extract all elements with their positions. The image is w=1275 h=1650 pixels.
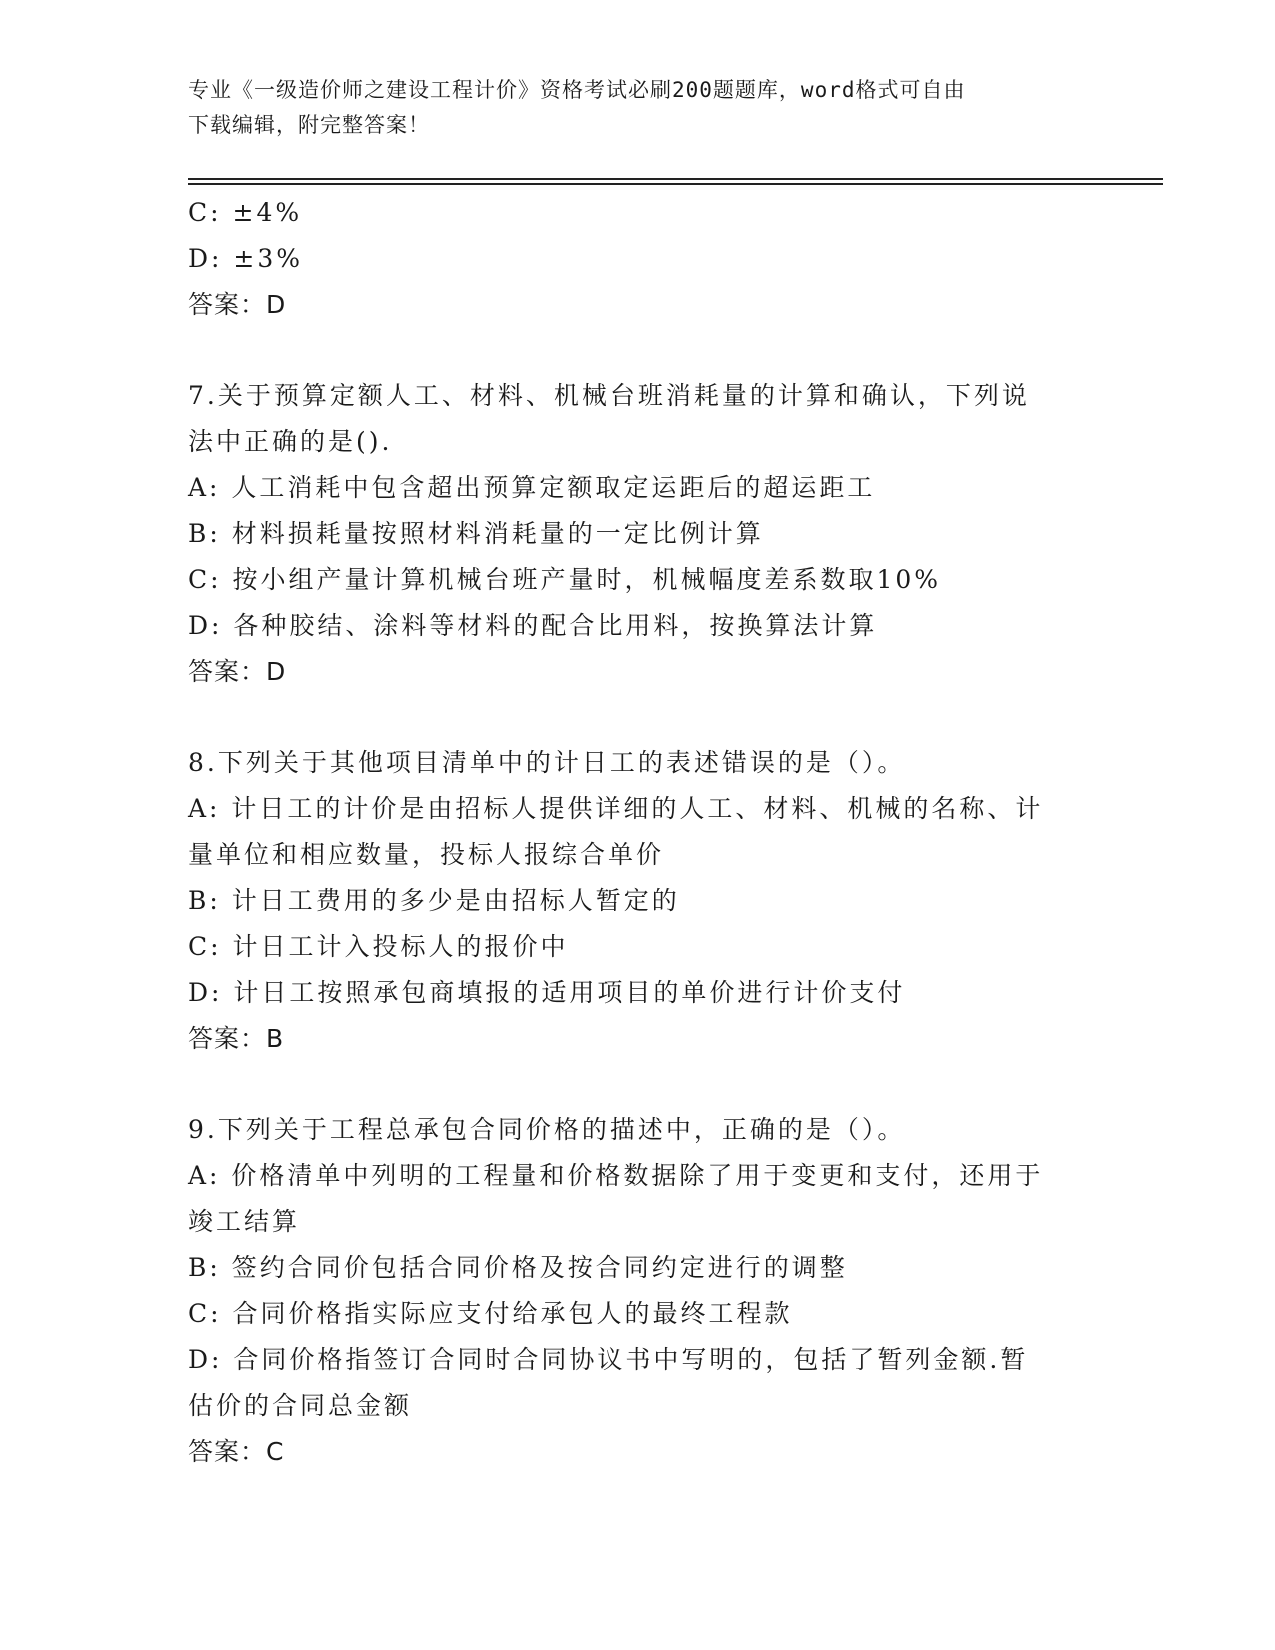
question-8: [188, 740, 1088, 1062]
option-d: D: 各种胶结、涂料等材料的配合比用料，按换算法计算: [188, 611, 878, 640]
question-9: [188, 1107, 1088, 1475]
question-stem: 8.下列关于其他项目清单中的计日工的表述错误的是（）。: [188, 748, 906, 777]
answer: 答案：D: [188, 657, 287, 686]
header-rule: [188, 178, 1163, 180]
document-header: [188, 73, 1068, 143]
header-line: 下载编辑，附完整答案！: [188, 113, 430, 137]
option-d-continued: 估价的合同总金额: [188, 1391, 413, 1420]
option-c: C: 计日工计入投标人的报价中: [188, 932, 569, 961]
previous-question-tail: [188, 190, 1088, 328]
option-c: C: 合同价格指实际应支付给承包人的最终工程款: [188, 1299, 793, 1328]
option-b: B: 计日工费用的多少是由招标人暂定的: [188, 886, 680, 915]
option-b: B: 材料损耗量按照材料消耗量的一定比例计算: [188, 519, 764, 548]
question-stem: 7.关于预算定额人工、材料、机械台班消耗量的计算和确认，下列说: [188, 381, 1030, 410]
option-d: D: 合同价格指签订合同时合同协议书中写明的，包括了暂列金额.暂: [188, 1345, 1029, 1374]
option-a: A: 人工消耗中包含超出预算定额取定运距后的超运距工: [188, 473, 876, 502]
option-d: D: ±3%: [188, 244, 304, 273]
option-a: A: 价格清单中列明的工程量和价格数据除了用于变更和支付，还用于: [188, 1161, 1044, 1190]
question-content: [188, 190, 1088, 1475]
answer: 答案：D: [188, 290, 287, 319]
option-c: C: 按小组产量计算机械台班产量时，机械幅度差系数取10%: [188, 565, 942, 594]
answer: 答案：B: [188, 1024, 285, 1053]
option-a-continued: 竣工结算: [188, 1207, 301, 1236]
option-a-continued: 量单位和相应数量，投标人报综合单价: [188, 840, 665, 869]
question-stem: 法中正确的是().: [188, 427, 393, 456]
option-a: A: 计日工的计价是由招标人提供详细的人工、材料、机械的名称、计: [188, 794, 1044, 823]
header-line: 专业《一级造价师之建设工程计价》资格考试必刷200题题库，word格式可自由: [188, 78, 966, 102]
header-rule: [188, 183, 1163, 185]
question-stem: 9.下列关于工程总承包合同价格的描述中，正确的是（）。: [188, 1115, 906, 1144]
option-c: C: ±4%: [188, 198, 303, 227]
question-7: [188, 373, 1088, 695]
option-d: D: 计日工按照承包商填报的适用项目的单价进行计价支付: [188, 978, 906, 1007]
answer: 答案：C: [188, 1437, 285, 1466]
option-b: B: 签约合同价包括合同价格及按合同约定进行的调整: [188, 1253, 848, 1282]
